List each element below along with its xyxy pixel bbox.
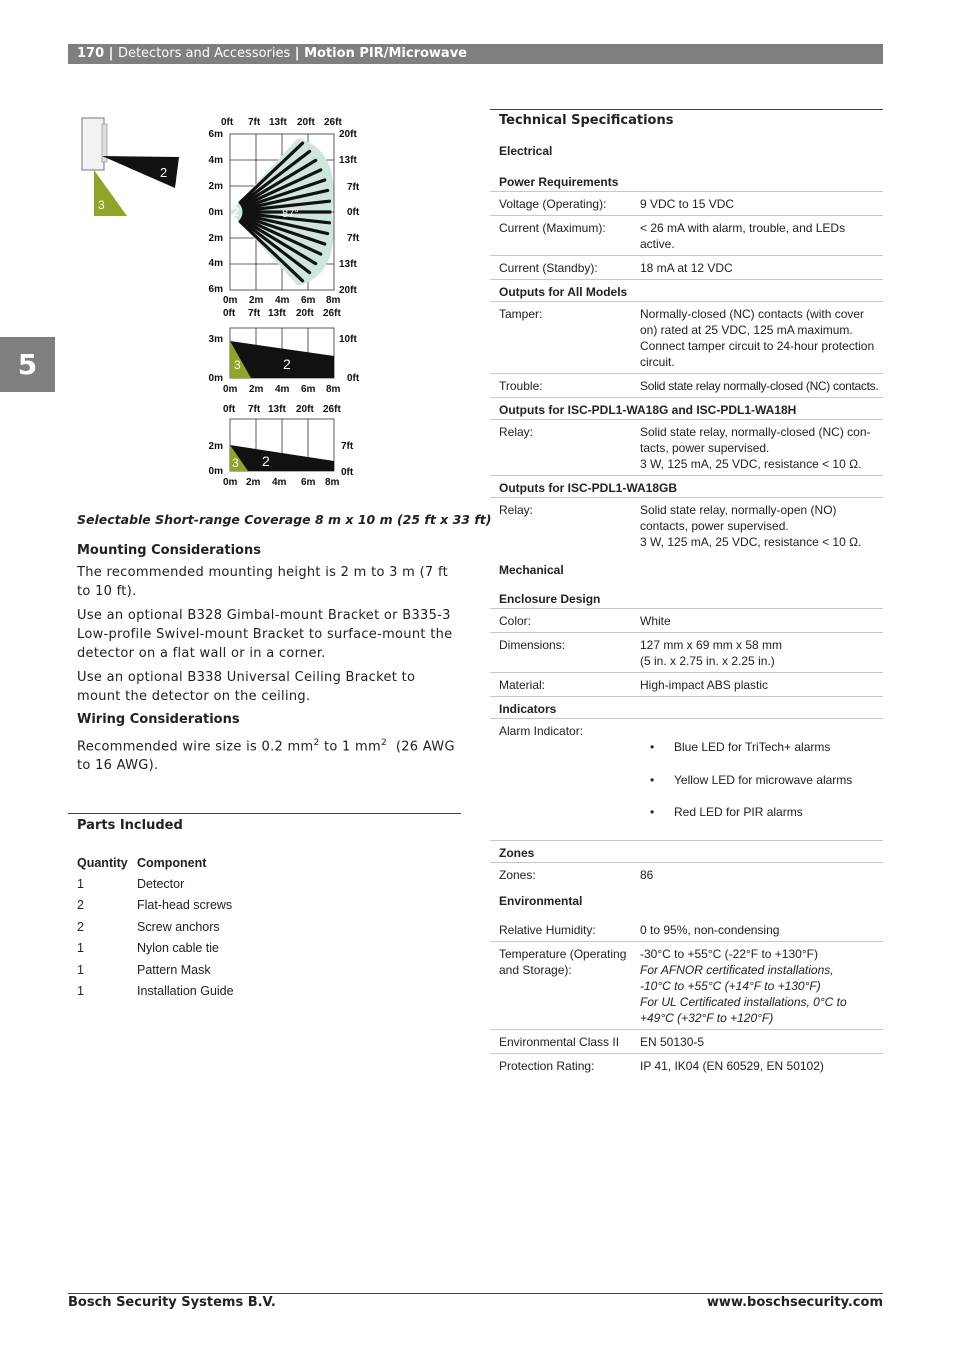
wiring-text-part: Recommended wire size is 0.2 mm	[77, 739, 314, 755]
axis-label: 7ft	[347, 233, 360, 244]
list-item: • Red LED for PIR alarms	[640, 804, 883, 821]
spec-label: Relay:	[499, 503, 534, 517]
left-m-labels	[209, 129, 224, 295]
enclosure-design-heading: Enclosure Design	[490, 579, 883, 609]
axis-label: 6m	[208, 284, 223, 295]
footer-divider	[68, 1293, 883, 1294]
technical-specifications	[490, 110, 883, 1077]
spec-value: 86	[640, 867, 654, 882]
spec-row-alarm-indicator	[490, 719, 883, 841]
spec-label: Current (Standby):	[499, 261, 598, 275]
parts-header-row	[77, 852, 234, 873]
spec-row-current-max	[490, 216, 883, 256]
quantity-cell: 2	[77, 919, 84, 934]
temperature-range: -30°C to +55°C (-22°F to +130°F)	[640, 946, 818, 961]
axis-label: 2m	[246, 477, 261, 488]
spec-value: 9 VDC to 15 VDC	[640, 197, 735, 211]
environmental-heading: Environmental	[499, 893, 583, 908]
axis-label: 2m	[208, 441, 223, 452]
spec-label: Material:	[499, 678, 546, 692]
spec-value: 127 mm x 69 mm x 58 mm (5 in. x 2.75 in. x 2.25 in.)	[640, 638, 783, 668]
spec-label: Tamper:	[499, 307, 543, 321]
spec-label: Protection Rating:	[499, 1058, 595, 1073]
wiring-paragraph	[77, 734, 462, 775]
spec-value: 0 to 95%, non-condensing	[640, 922, 780, 937]
page-number: 170	[77, 46, 105, 61]
zones-heading: Zones	[490, 841, 883, 863]
spec-value: 18 mA at 12 VDC	[640, 261, 733, 275]
axis-label: 20ft	[339, 129, 357, 140]
power-requirements-heading: Power Requirements	[490, 160, 883, 192]
section-divider	[68, 813, 461, 814]
axis-label: 6m	[301, 295, 316, 306]
axis-label: 2m	[208, 233, 223, 244]
axis-label: 0m	[223, 477, 238, 488]
spec-row-color	[490, 609, 883, 633]
axis-label: 26ft	[323, 404, 341, 415]
zone-2-label: 2	[232, 204, 240, 219]
mechanical-heading: Mechanical	[499, 563, 564, 577]
temperature-ul: For UL Certificated installations, 0°C to +49°C (+32°F to +120°F)	[640, 994, 847, 1025]
side-view-2m	[209, 419, 354, 488]
axis-label: 7ft	[248, 308, 261, 319]
spec-value: White	[640, 614, 671, 628]
axis-label: 6m	[301, 477, 316, 488]
axis-label: 8m	[326, 384, 341, 395]
component-cell: Pattern Mask	[137, 962, 211, 977]
electrical-heading: Electrical	[499, 144, 553, 158]
axis-label: 8m	[325, 477, 340, 488]
axis-label: 0ft	[347, 373, 360, 384]
axis-label: 8m	[326, 295, 341, 306]
component-cell: Nylon cable tie	[137, 941, 219, 956]
axis-label: 13ft	[268, 404, 286, 415]
spec-value: Solid state relay, normally-open (NO) contacts, power supervised. 3 W, 125 mA, 25 VDC, resistance < 10 Ω.	[640, 503, 862, 549]
indicators-heading: Indicators	[490, 697, 883, 719]
axis-label: 0m	[208, 373, 223, 384]
axis-label: 7ft	[248, 404, 261, 415]
spec-row-humidity	[490, 918, 883, 942]
outputs-all-heading: Outputs for All Models	[490, 280, 883, 302]
quantity-header: Quantity	[77, 855, 128, 870]
quantity-cell: 1	[77, 962, 84, 977]
component-header: Component	[137, 855, 207, 870]
spec-value: < 26 mA with alarm, trouble, and LEDs active.	[640, 221, 846, 251]
angle-label: 87°	[282, 208, 299, 220]
alarm-indicator-list	[640, 723, 883, 837]
list-item: • Yellow LED for microwave alarms	[640, 772, 883, 789]
table-row	[77, 916, 234, 937]
side-view-3m	[209, 328, 360, 415]
axis-label: 26ft	[324, 117, 342, 128]
zone-2-label: 2	[160, 165, 168, 180]
spec-label: Dimensions:	[499, 638, 566, 652]
header-section: Detectors and Accessories	[117, 46, 291, 61]
spec-value: Solid state relay normally-closed (NC) contacts.	[640, 379, 879, 393]
spec-row-relay-no	[490, 498, 883, 553]
spec-value: EN 50130-5	[640, 1034, 705, 1049]
zone-2-label: 2	[283, 356, 291, 372]
spec-row-protection	[490, 1054, 883, 1077]
axis-label: 0m	[223, 384, 238, 395]
spec-row-trouble	[490, 374, 883, 398]
axis-label: 0ft	[341, 467, 354, 478]
table-row	[77, 895, 234, 916]
wiring-text	[77, 734, 462, 775]
axis-label: 0m	[223, 295, 238, 306]
wiring-text-part: (26 AWG to 16 AWG).	[77, 739, 460, 774]
axis-label: 0m	[208, 466, 223, 477]
spec-label: Color:	[499, 614, 532, 628]
spec-label: Relay:	[499, 425, 534, 439]
zone-2-label: 2	[262, 453, 270, 469]
axis-label: 0ft	[223, 404, 236, 415]
axis-label: 13ft	[268, 308, 286, 319]
axis-label: 2m	[249, 384, 264, 395]
component-cell: Installation Guide	[137, 984, 234, 999]
component-cell: Detector	[137, 877, 185, 892]
spec-value: High-impact ABS plastic	[640, 678, 769, 692]
zone-3-label: 3	[234, 358, 241, 372]
axis-label: 13ft	[339, 259, 357, 270]
axis-label: 7ft	[341, 441, 354, 452]
component-cell: Flat-head screws	[137, 898, 233, 913]
spec-label: Trouble:	[499, 379, 543, 393]
spec-value: Normally-closed (NC) contacts (with cover on) rated at 25 VDC, 125 mA maximum. Connect tamper circuit to 24-hour protection circuit.	[640, 307, 875, 369]
spec-value: Solid state relay, normally-closed (NC) con- tacts, power supervised. 3 W, 125 mA, 25 VDC, resistance < 10 Ω.	[640, 425, 871, 471]
parts-title: Parts Included	[77, 818, 183, 833]
spec-label: Voltage (Operating):	[499, 197, 607, 211]
table-row	[77, 938, 234, 959]
table-row	[77, 873, 234, 894]
spec-row-env-class	[490, 1030, 883, 1054]
spec-label: Temperature (Operating and Storage):	[499, 946, 627, 977]
axis-label: 4m	[208, 155, 223, 166]
spec-row-material	[490, 673, 883, 697]
axis-label: 13ft	[339, 155, 357, 166]
spec-label: Current (Maximum):	[499, 221, 606, 235]
axis-label: 4m	[275, 295, 290, 306]
spec-row-current-standby	[490, 256, 883, 280]
wiring-text-part: to 1 mm	[319, 739, 381, 755]
right-ft-labels	[339, 129, 360, 296]
spec-label: Environmental Class II	[499, 1034, 620, 1049]
axis-label: 0ft	[223, 308, 236, 319]
table-row	[77, 980, 234, 1001]
outputs-wa18g-heading: Outputs for ISC-PDL1-WA18G and ISC-PDL1-WA18H	[490, 398, 883, 420]
header-separator: |	[104, 46, 118, 61]
mounting-title: Mounting Considerations	[77, 543, 261, 558]
footer-website[interactable]: www.boschsecurity.com	[706, 1295, 883, 1310]
figure-caption: Selectable Short-range Coverage 8 m x 10 m (25 ft x 33 ft)	[77, 512, 492, 527]
axis-label: 20ft	[296, 308, 314, 319]
axis-label: 3m	[208, 334, 223, 345]
mounting-paragraph-1: The recommended mounting height is 2 m to 3 m (7 ft to 10 ft).	[77, 565, 448, 599]
spec-row-zones	[490, 863, 883, 886]
temperature-afnor: For AFNOR certificated installations, -10°C to +55°C (+14°F to +130°F)	[640, 962, 834, 993]
axis-label: 20ft	[296, 404, 314, 415]
coverage-pattern-figure	[76, 110, 376, 495]
outputs-wa18gb-heading: Outputs for ISC-PDL1-WA18GB	[490, 476, 883, 498]
header-subsection: Motion PIR/Microwave	[304, 46, 467, 61]
spec-label: Zones:	[499, 867, 536, 882]
axis-label: 4m	[275, 384, 290, 395]
mounting-paragraph-2: Use an optional B328 Gimbal-mount Bracket or B335-3 Low-profile Swivel-mount Bracket to surface-mount the detector on a flat wall or in a corner.	[77, 608, 453, 661]
quantity-cell: 1	[77, 941, 84, 956]
chapter-tab: 5	[0, 337, 55, 392]
axis-label: 0ft	[347, 207, 360, 218]
superscript: 2	[313, 738, 320, 748]
superscript: 2	[380, 738, 387, 748]
axis-label: 4m	[272, 477, 287, 488]
quantity-cell: 1	[77, 877, 84, 892]
mounting-paragraph-3: Use an optional B338 Universal Ceiling Bracket to mount the detector on the ceiling.	[77, 670, 416, 704]
spec-row-voltage	[490, 192, 883, 216]
spec-value	[640, 946, 883, 1026]
quantity-cell: 1	[77, 984, 84, 999]
axis-label: 6m	[208, 129, 223, 140]
header-separator: |	[290, 46, 305, 61]
axis-label: 0m	[208, 207, 223, 218]
mounting-text	[77, 563, 462, 706]
specs-title: Technical Specifications	[499, 113, 674, 128]
zone-3-label: 3	[232, 456, 239, 470]
zone-2-wedge-side	[102, 156, 179, 188]
top-ft-labels	[221, 117, 342, 128]
spec-row-relay-nc	[490, 420, 883, 476]
zone-3-label: 3	[98, 198, 105, 212]
axis-label: 6m	[301, 384, 316, 395]
axis-label: 2m	[249, 295, 264, 306]
spec-row-tamper	[490, 302, 883, 374]
table-row	[77, 959, 234, 980]
axis-label: 13ft	[269, 117, 287, 128]
spec-label: Alarm Indicator:	[499, 724, 584, 738]
footer-company: Bosch Security Systems B.V.	[68, 1295, 276, 1310]
parts-table	[77, 852, 234, 1002]
spec-label: Relative Humidity:	[499, 922, 596, 937]
detector-side-view	[82, 118, 179, 216]
spec-value: IP 41, IK04 (EN 60529, EN 50102)	[640, 1058, 824, 1073]
spec-row-dimensions	[490, 633, 883, 673]
axis-label: 26ft	[323, 308, 341, 319]
spec-row-temperature	[490, 942, 883, 1030]
axis-label: 20ft	[339, 285, 357, 296]
axis-label: 20ft	[297, 117, 315, 128]
component-cell: Screw anchors	[137, 919, 220, 934]
axis-label: 10ft	[339, 334, 357, 345]
axis-label: 2m	[208, 181, 223, 192]
axis-label: 0ft	[221, 117, 234, 128]
axis-label: 7ft	[347, 182, 360, 193]
bottom-labels-1	[223, 295, 341, 319]
axis-label: 4m	[208, 258, 223, 269]
quantity-cell: 2	[77, 898, 84, 913]
axis-label: 7ft	[248, 117, 261, 128]
list-item: • Blue LED for TriTech+ alarms	[640, 739, 883, 756]
wiring-title: Wiring Considerations	[77, 712, 240, 727]
page-header	[68, 44, 883, 64]
